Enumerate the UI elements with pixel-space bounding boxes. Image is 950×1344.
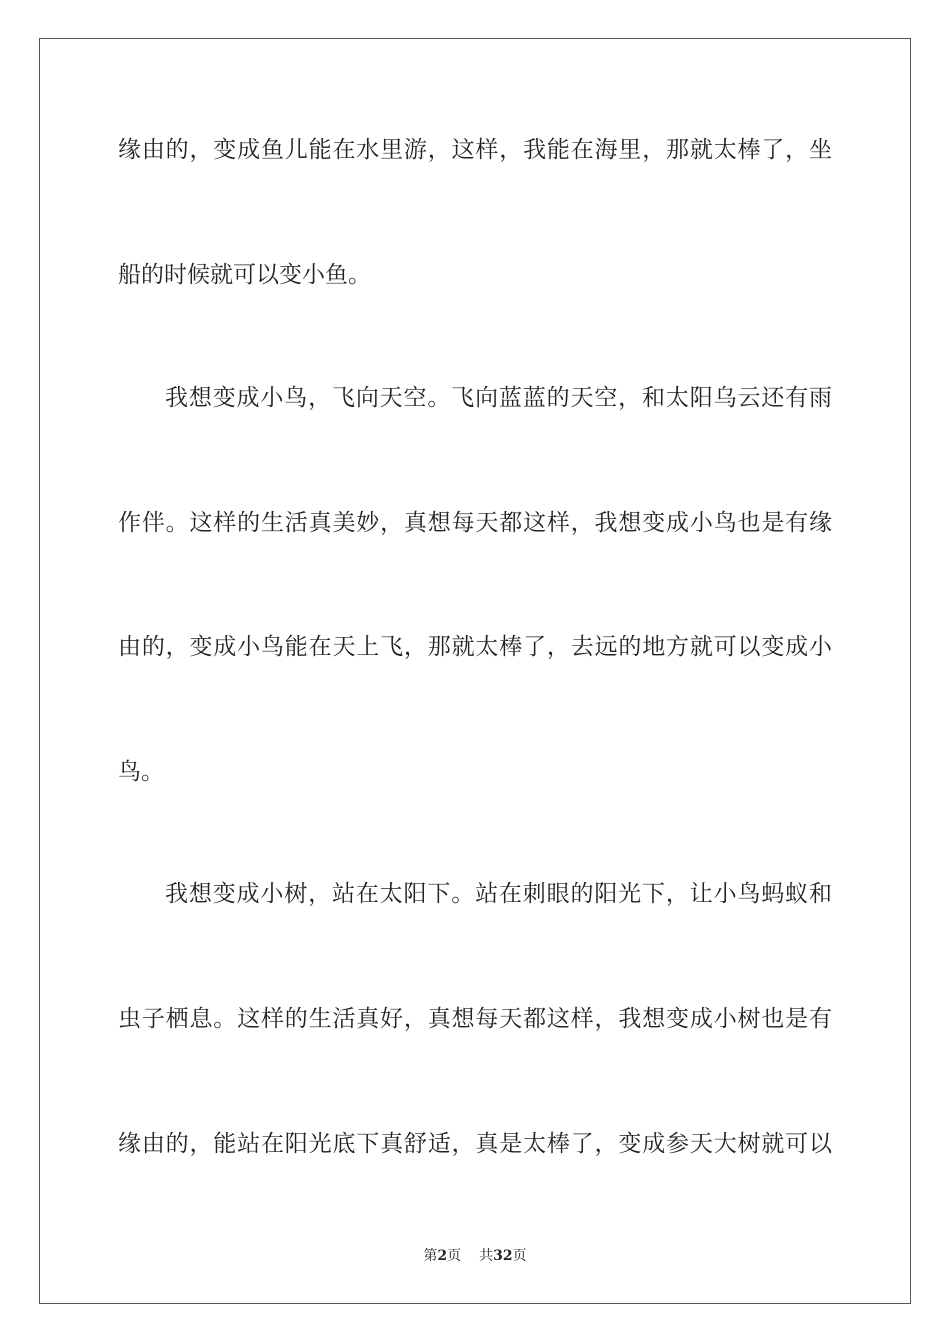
text-line: 缘由的，能站在阳光底下真舒适，真是太棒了，变成参天大树就可以 bbox=[118, 1131, 832, 1157]
footer-total-suffix: 页 bbox=[512, 1248, 527, 1264]
footer-total-prefix: 共 bbox=[479, 1248, 494, 1264]
footer-page-suffix: 页 bbox=[447, 1248, 462, 1264]
text-line: 虫子栖息。这样的生活真好，真想每天都这样，我想变成小树也是有 bbox=[118, 1006, 832, 1032]
text-line: 我想变成小鸟，飞向天空。飞向蓝蓝的天空，和太阳乌云还有雨 bbox=[165, 385, 832, 411]
footer-page-number: 2 bbox=[437, 1248, 448, 1264]
text-line: 船的时候就可以变小鱼。 bbox=[118, 262, 371, 288]
text-line: 由的，变成小鸟能在天上飞，那就太棒了，去远的地方就可以变成小 bbox=[118, 634, 832, 660]
page-border bbox=[39, 38, 911, 1304]
footer-page-prefix: 第 bbox=[423, 1248, 438, 1264]
text-line: 鸟。 bbox=[118, 759, 164, 785]
footer-total-pages: 32 bbox=[493, 1248, 513, 1264]
page-footer bbox=[0, 1247, 950, 1265]
text-line: 缘由的，变成鱼儿能在水里游，这样，我能在海里，那就太棒了，坐 bbox=[118, 137, 832, 163]
text-line: 作伴。这样的生活真美妙，真想每天都这样，我想变成小鸟也是有缘 bbox=[118, 510, 832, 536]
text-line: 我想变成小树，站在太阳下。站在刺眼的阳光下，让小鸟蚂蚁和 bbox=[165, 881, 832, 907]
